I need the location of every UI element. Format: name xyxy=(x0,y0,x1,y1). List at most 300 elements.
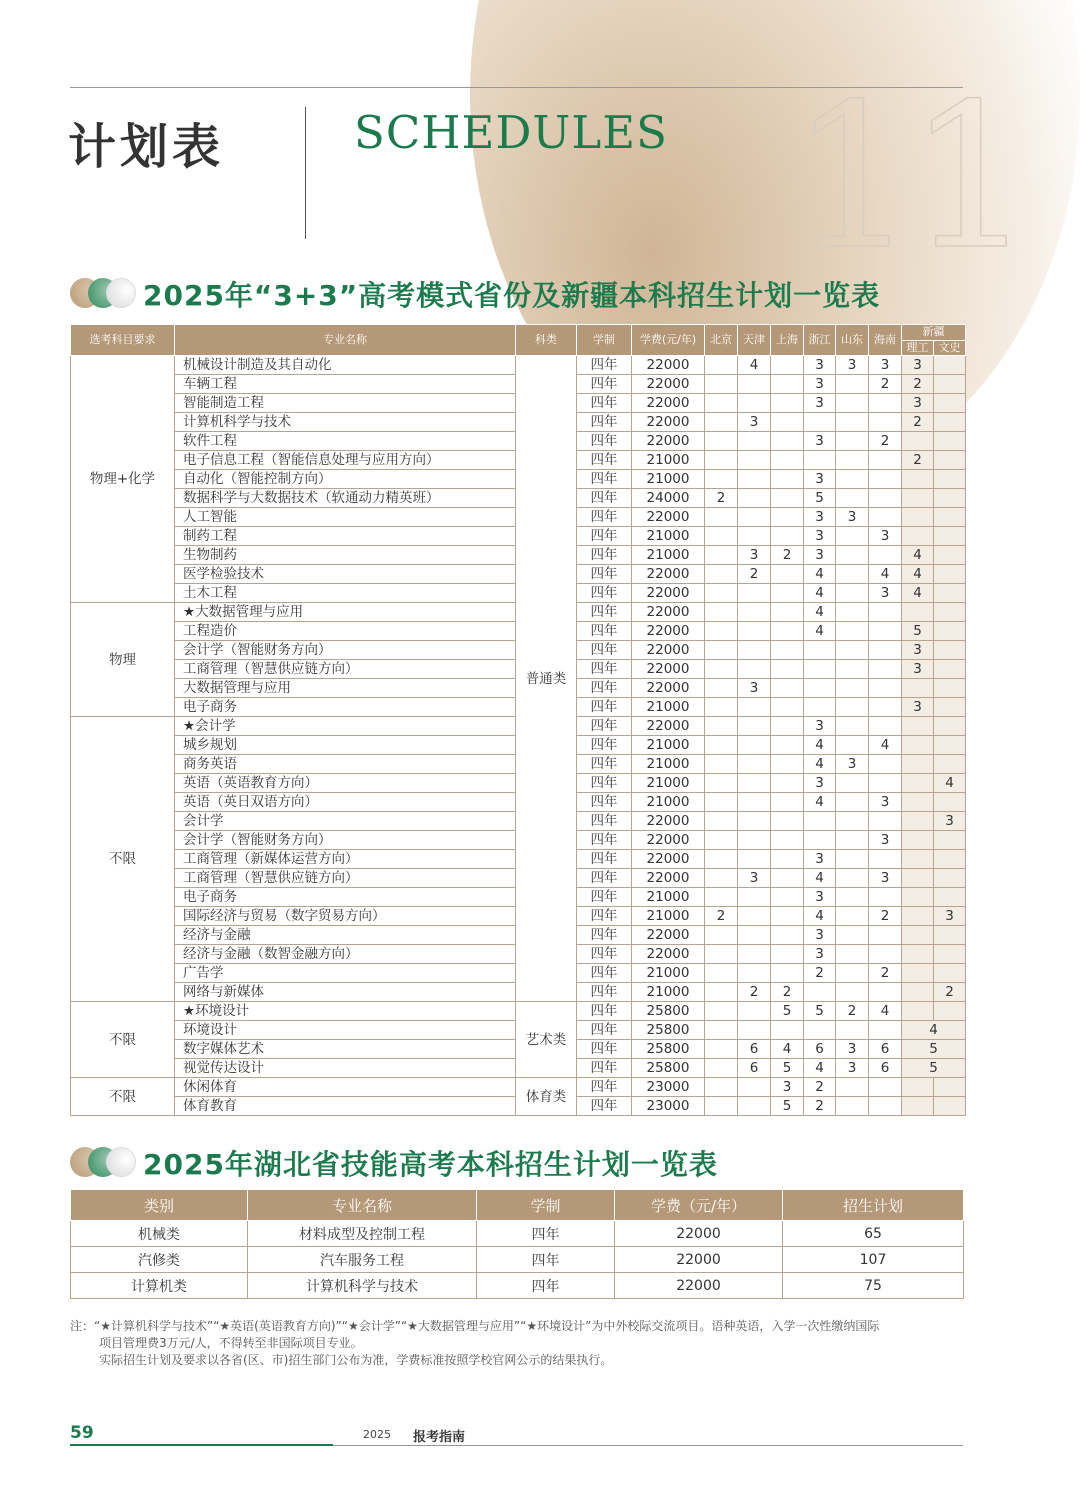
th-duration: 学制 xyxy=(577,325,632,356)
quota-xinjiang-sci-cell xyxy=(902,964,934,983)
quota-zhejiang-cell xyxy=(804,698,836,717)
quota-xinjiang-sci-cell xyxy=(902,850,934,869)
tuition-cell: 22000 xyxy=(632,584,705,603)
tuition-cell: 22000 xyxy=(632,432,705,451)
quota-shandong-cell xyxy=(836,641,869,660)
tuition-cell: 22000 xyxy=(632,717,705,736)
quota-xinjiang-arts-cell xyxy=(934,489,966,508)
quota-xinjiang-arts-cell xyxy=(934,698,966,717)
quota-tianjin-cell xyxy=(738,698,771,717)
duration-cell: 四年 xyxy=(577,1059,632,1078)
major-cell: 视觉传达设计 xyxy=(175,1059,516,1078)
quota-xinjiang-arts-cell xyxy=(934,717,966,736)
quota-beijing-cell xyxy=(705,869,738,888)
quota-xinjiang-arts-cell xyxy=(934,1078,966,1097)
quota-tianjin-cell: 3 xyxy=(738,869,771,888)
quota-shanghai-cell xyxy=(771,964,804,983)
quota-xinjiang-arts-cell xyxy=(934,679,966,698)
quota-tianjin-cell xyxy=(738,1021,771,1040)
quota-hainan-cell xyxy=(869,603,902,622)
subject-group-cell: 物理+化学 xyxy=(71,356,175,603)
quota-xinjiang-arts-cell: 3 xyxy=(934,907,966,926)
duration-cell: 四年 xyxy=(577,527,632,546)
quota-xinjiang-arts-cell xyxy=(934,926,966,945)
th-tianjin: 天津 xyxy=(738,325,771,356)
duration-cell: 四年 xyxy=(577,660,632,679)
tuition-cell: 22000 xyxy=(632,660,705,679)
quota-hainan-cell xyxy=(869,945,902,964)
quota-beijing-cell xyxy=(705,508,738,527)
th-xinjiang: 新疆 xyxy=(902,325,966,341)
quota-xinjiang-sci-cell xyxy=(902,527,934,546)
category-cell: 普通类 xyxy=(516,356,577,1002)
footnote xyxy=(70,1318,970,1369)
table-row xyxy=(71,1247,964,1273)
quota-shandong-cell xyxy=(836,1078,869,1097)
quota-shandong-cell xyxy=(836,774,869,793)
quota-hainan-cell xyxy=(869,394,902,413)
quota-hainan-cell xyxy=(869,888,902,907)
tuition-cell: 21000 xyxy=(632,793,705,812)
circles-icon xyxy=(70,1147,140,1179)
quota-shanghai-cell xyxy=(771,451,804,470)
duration-cell: 四年 xyxy=(577,508,632,527)
quota-xinjiang-sci-cell xyxy=(902,983,934,1002)
note-line-2: 项目管理费3万元/人，不得转至非国际项目专业。 xyxy=(99,1336,363,1350)
th2-major: 专业名称 xyxy=(248,1190,477,1221)
cell: 计算机类 xyxy=(71,1273,248,1299)
quota-shanghai-cell xyxy=(771,584,804,603)
quota-hainan-cell xyxy=(869,470,902,489)
quota-hainan-cell: 3 xyxy=(869,584,902,603)
quota-shandong-cell xyxy=(836,546,869,565)
major-cell: 电子商务 xyxy=(175,888,516,907)
quota-beijing-cell xyxy=(705,584,738,603)
quota-xinjiang-arts-cell xyxy=(934,964,966,983)
quota-xinjiang-cell: 4 xyxy=(902,1021,966,1040)
th2-plan: 招生计划 xyxy=(783,1190,964,1221)
quota-xinjiang-arts-cell xyxy=(934,831,966,850)
duration-cell: 四年 xyxy=(577,755,632,774)
duration-cell: 四年 xyxy=(577,945,632,964)
major-cell: 工商管理（新媒体运营方向） xyxy=(175,850,516,869)
quota-hainan-cell: 3 xyxy=(869,793,902,812)
quota-tianjin-cell xyxy=(738,508,771,527)
quota-xinjiang-arts-cell xyxy=(934,1097,966,1116)
quota-zhejiang-cell: 5 xyxy=(804,489,836,508)
th-zhejiang: 浙江 xyxy=(804,325,836,356)
quota-tianjin-cell xyxy=(738,603,771,622)
quota-zhejiang-cell: 4 xyxy=(804,869,836,888)
quota-hainan-cell xyxy=(869,622,902,641)
duration-cell: 四年 xyxy=(577,1002,632,1021)
major-cell: 国际经济与贸易（数字贸易方向） xyxy=(175,907,516,926)
quota-tianjin-cell: 6 xyxy=(738,1059,771,1078)
quota-shandong-cell xyxy=(836,869,869,888)
quota-zhejiang-cell: 3 xyxy=(804,527,836,546)
duration-cell: 四年 xyxy=(577,698,632,717)
quota-xinjiang-arts-cell xyxy=(934,565,966,584)
quota-tianjin-cell xyxy=(738,584,771,603)
quota-hainan-cell xyxy=(869,717,902,736)
duration-cell: 四年 xyxy=(577,793,632,812)
major-cell: 经济与金融 xyxy=(175,926,516,945)
quota-shandong-cell xyxy=(836,394,869,413)
quota-tianjin-cell xyxy=(738,660,771,679)
quota-hainan-cell xyxy=(869,1078,902,1097)
quota-hainan-cell: 2 xyxy=(869,375,902,394)
cell: 汽车服务工程 xyxy=(248,1247,477,1273)
quota-beijing-cell xyxy=(705,413,738,432)
quota-shandong-cell xyxy=(836,584,869,603)
quota-shanghai-cell xyxy=(771,717,804,736)
quota-beijing-cell xyxy=(705,679,738,698)
quota-shanghai-cell xyxy=(771,831,804,850)
quota-xinjiang-sci-cell xyxy=(902,1002,934,1021)
quota-hainan-cell xyxy=(869,983,902,1002)
cell: 22000 xyxy=(615,1247,783,1273)
quota-xinjiang-sci-cell: 3 xyxy=(902,394,934,413)
tuition-cell: 22000 xyxy=(632,641,705,660)
quota-shanghai-cell xyxy=(771,926,804,945)
quota-zhejiang-cell: 2 xyxy=(804,964,836,983)
th-beijing: 北京 xyxy=(705,325,738,356)
footer-guide: 报考指南 xyxy=(413,1430,466,1445)
quota-beijing-cell xyxy=(705,660,738,679)
th2-tuition: 学费（元/年） xyxy=(615,1190,783,1221)
quota-shanghai-cell: 5 xyxy=(771,1059,804,1078)
quota-zhejiang-cell: 3 xyxy=(804,888,836,907)
quota-xinjiang-arts-cell: 4 xyxy=(934,774,966,793)
quota-shanghai-cell xyxy=(771,869,804,888)
cell: 107 xyxy=(783,1247,964,1273)
quota-xinjiang-arts-cell xyxy=(934,736,966,755)
quota-tianjin-cell xyxy=(738,470,771,489)
quota-beijing-cell xyxy=(705,698,738,717)
duration-cell: 四年 xyxy=(577,546,632,565)
tuition-cell: 21000 xyxy=(632,964,705,983)
quota-shanghai-cell xyxy=(771,736,804,755)
major-cell: 生物制药 xyxy=(175,546,516,565)
quota-xinjiang-arts-cell xyxy=(934,451,966,470)
duration-cell: 四年 xyxy=(577,907,632,926)
quota-shanghai-cell xyxy=(771,812,804,831)
quota-zhejiang-cell: 5 xyxy=(804,1002,836,1021)
quota-shanghai-cell xyxy=(771,432,804,451)
quota-shandong-cell xyxy=(836,888,869,907)
quota-shandong-cell xyxy=(836,831,869,850)
tuition-cell: 22000 xyxy=(632,679,705,698)
quota-shandong-cell xyxy=(836,926,869,945)
tuition-cell: 22000 xyxy=(632,622,705,641)
quota-tianjin-cell xyxy=(738,489,771,508)
quota-xinjiang-arts-cell xyxy=(934,660,966,679)
duration-cell: 四年 xyxy=(577,679,632,698)
quota-zhejiang-cell: 2 xyxy=(804,1097,836,1116)
quota-tianjin-cell xyxy=(738,1078,771,1097)
quota-zhejiang-cell xyxy=(804,679,836,698)
major-cell: 网络与新媒体 xyxy=(175,983,516,1002)
quota-xinjiang-sci-cell: 2 xyxy=(902,451,934,470)
footer-accent-rule xyxy=(70,1444,333,1446)
quota-zhejiang-cell xyxy=(804,451,836,470)
tuition-cell: 21000 xyxy=(632,774,705,793)
duration-cell: 四年 xyxy=(577,394,632,413)
quota-beijing-cell xyxy=(705,983,738,1002)
quota-zhejiang-cell: 4 xyxy=(804,755,836,774)
quota-beijing-cell xyxy=(705,565,738,584)
quota-tianjin-cell xyxy=(738,945,771,964)
cell: 机械类 xyxy=(71,1221,248,1247)
duration-cell: 四年 xyxy=(577,964,632,983)
quota-hainan-cell: 3 xyxy=(869,356,902,375)
quota-tianjin-cell xyxy=(738,907,771,926)
quota-tianjin-cell xyxy=(738,812,771,831)
quota-shandong-cell: 2 xyxy=(836,1002,869,1021)
quota-beijing-cell: 2 xyxy=(705,489,738,508)
quota-beijing-cell xyxy=(705,812,738,831)
circles-icon xyxy=(70,278,140,310)
major-cell: 智能制造工程 xyxy=(175,394,516,413)
quota-xinjiang-sci-cell xyxy=(902,1097,934,1116)
quota-beijing-cell xyxy=(705,527,738,546)
tuition-cell: 22000 xyxy=(632,869,705,888)
quota-xinjiang-arts-cell xyxy=(934,622,966,641)
major-cell: 机械设计制造及其自动化 xyxy=(175,356,516,375)
quota-shanghai-cell xyxy=(771,698,804,717)
duration-cell: 四年 xyxy=(577,603,632,622)
cell: 22000 xyxy=(615,1273,783,1299)
tuition-cell: 25800 xyxy=(632,1059,705,1078)
quota-shandong-cell xyxy=(836,793,869,812)
quota-zhejiang-cell: 4 xyxy=(804,1059,836,1078)
quota-hainan-cell xyxy=(869,698,902,717)
duration-cell: 四年 xyxy=(577,1021,632,1040)
quota-tianjin-cell xyxy=(738,888,771,907)
quota-shandong-cell xyxy=(836,470,869,489)
quota-shandong-cell xyxy=(836,489,869,508)
quota-hainan-cell xyxy=(869,660,902,679)
quota-zhejiang-cell: 3 xyxy=(804,945,836,964)
quota-tianjin-cell xyxy=(738,622,771,641)
quota-beijing-cell xyxy=(705,850,738,869)
quota-tianjin-cell xyxy=(738,432,771,451)
quota-hainan-cell xyxy=(869,489,902,508)
tuition-cell: 23000 xyxy=(632,1097,705,1116)
cell: 材料成型及控制工程 xyxy=(248,1221,477,1247)
table-row xyxy=(71,356,966,375)
table2-title: 2025年湖北省技能高考本科招生计划一览表 xyxy=(143,1148,718,1181)
quota-shandong-cell xyxy=(836,717,869,736)
tuition-cell: 25800 xyxy=(632,1021,705,1040)
major-cell: 经济与金融（数智金融方向） xyxy=(175,945,516,964)
quota-xinjiang-arts-cell xyxy=(934,869,966,888)
quota-tianjin-cell xyxy=(738,1002,771,1021)
quota-shandong-cell: 3 xyxy=(836,1040,869,1059)
quota-zhejiang-cell xyxy=(804,1021,836,1040)
quota-xinjiang-sci-cell: 4 xyxy=(902,565,934,584)
quota-hainan-cell xyxy=(869,850,902,869)
major-cell: 自动化（智能控制方向） xyxy=(175,470,516,489)
quota-beijing-cell xyxy=(705,1097,738,1116)
quota-shanghai-cell: 3 xyxy=(771,1078,804,1097)
quota-hainan-cell: 6 xyxy=(869,1059,902,1078)
quota-zhejiang-cell: 4 xyxy=(804,565,836,584)
quota-tianjin-cell: 6 xyxy=(738,1040,771,1059)
quota-xinjiang-sci-cell: 4 xyxy=(902,546,934,565)
quota-tianjin-cell xyxy=(738,394,771,413)
quota-beijing-cell xyxy=(705,717,738,736)
quota-beijing-cell xyxy=(705,1059,738,1078)
quota-tianjin-cell xyxy=(738,755,771,774)
quota-shandong-cell xyxy=(836,565,869,584)
quota-xinjiang-sci-cell xyxy=(902,869,934,888)
quota-xinjiang-sci-cell: 4 xyxy=(902,584,934,603)
page-number: 59 xyxy=(70,1423,94,1443)
quota-shanghai-cell xyxy=(771,565,804,584)
quota-tianjin-cell xyxy=(738,527,771,546)
quota-xinjiang-sci-cell xyxy=(902,603,934,622)
quota-zhejiang-cell xyxy=(804,983,836,1002)
major-cell: 人工智能 xyxy=(175,508,516,527)
quota-beijing-cell xyxy=(705,375,738,394)
quota-xinjiang-arts-cell: 3 xyxy=(934,812,966,831)
duration-cell: 四年 xyxy=(577,926,632,945)
major-cell: ★大数据管理与应用 xyxy=(175,603,516,622)
cell: 四年 xyxy=(477,1247,615,1273)
major-cell: 体育教育 xyxy=(175,1097,516,1116)
quota-zhejiang-cell: 4 xyxy=(804,736,836,755)
quota-shanghai-cell xyxy=(771,527,804,546)
quota-shandong-cell: 3 xyxy=(836,508,869,527)
quota-beijing-cell xyxy=(705,546,738,565)
quota-hainan-cell: 2 xyxy=(869,432,902,451)
quota-hainan-cell xyxy=(869,812,902,831)
tuition-cell: 22000 xyxy=(632,603,705,622)
table-row xyxy=(71,1078,966,1097)
major-cell: 电子信息工程（智能信息处理与应用方向） xyxy=(175,451,516,470)
quota-zhejiang-cell: 3 xyxy=(804,850,836,869)
quota-hainan-cell: 6 xyxy=(869,1040,902,1059)
th2-type: 类别 xyxy=(71,1190,248,1221)
duration-cell: 四年 xyxy=(577,736,632,755)
quota-xinjiang-arts-cell xyxy=(934,888,966,907)
tuition-cell: 22000 xyxy=(632,850,705,869)
major-cell: 医学检验技术 xyxy=(175,565,516,584)
quota-beijing-cell xyxy=(705,1021,738,1040)
quota-beijing-cell xyxy=(705,831,738,850)
quota-tianjin-cell xyxy=(738,641,771,660)
quota-zhejiang-cell xyxy=(804,641,836,660)
tuition-cell: 21000 xyxy=(632,451,705,470)
quota-beijing-cell xyxy=(705,432,738,451)
tuition-cell: 23000 xyxy=(632,1078,705,1097)
major-cell: 车辆工程 xyxy=(175,375,516,394)
quota-shandong-cell xyxy=(836,413,869,432)
quota-hainan-cell xyxy=(869,774,902,793)
duration-cell: 四年 xyxy=(577,831,632,850)
quota-beijing-cell xyxy=(705,736,738,755)
quota-xinjiang-sci-cell xyxy=(902,679,934,698)
quota-shandong-cell xyxy=(836,964,869,983)
category-cell: 体育类 xyxy=(516,1078,577,1116)
th-category: 科类 xyxy=(516,325,577,356)
quota-xinjiang-arts-cell xyxy=(934,755,966,774)
quota-tianjin-cell xyxy=(738,850,771,869)
quota-xinjiang-sci-cell: 3 xyxy=(902,641,934,660)
quota-hainan-cell: 4 xyxy=(869,565,902,584)
quota-shanghai-cell xyxy=(771,470,804,489)
quota-shanghai-cell xyxy=(771,907,804,926)
quota-beijing-cell xyxy=(705,774,738,793)
quota-beijing-cell xyxy=(705,888,738,907)
quota-hainan-cell xyxy=(869,755,902,774)
quota-beijing-cell xyxy=(705,394,738,413)
quota-tianjin-cell: 4 xyxy=(738,356,771,375)
quota-xinjiang-sci-cell xyxy=(902,717,934,736)
quota-shandong-cell xyxy=(836,451,869,470)
quota-shandong-cell: 3 xyxy=(836,755,869,774)
quota-xinjiang-cell: 5 xyxy=(902,1040,966,1059)
quota-xinjiang-sci-cell: 2 xyxy=(902,375,934,394)
tuition-cell: 22000 xyxy=(632,356,705,375)
quota-shanghai-cell xyxy=(771,660,804,679)
th-xj-arts: 文史 xyxy=(934,341,966,356)
quota-shanghai-cell: 4 xyxy=(771,1040,804,1059)
quota-shanghai-cell xyxy=(771,1021,804,1040)
quota-zhejiang-cell: 3 xyxy=(804,470,836,489)
quota-zhejiang-cell: 4 xyxy=(804,793,836,812)
page-title-en: SCHEDULES xyxy=(354,106,668,159)
quota-tianjin-cell: 3 xyxy=(738,413,771,432)
plan-table-skills xyxy=(70,1189,964,1299)
tuition-cell: 22000 xyxy=(632,831,705,850)
tuition-cell: 24000 xyxy=(632,489,705,508)
quota-xinjiang-sci-cell xyxy=(902,1078,934,1097)
major-cell: 广告学 xyxy=(175,964,516,983)
major-cell: 大数据管理与应用 xyxy=(175,679,516,698)
tuition-cell: 22000 xyxy=(632,413,705,432)
quota-xinjiang-arts-cell xyxy=(934,413,966,432)
quota-hainan-cell xyxy=(869,413,902,432)
cell: 22000 xyxy=(615,1221,783,1247)
tuition-cell: 25800 xyxy=(632,1002,705,1021)
quota-tianjin-cell xyxy=(738,774,771,793)
major-cell: ★会计学 xyxy=(175,717,516,736)
major-cell: 英语（英语教育方向） xyxy=(175,774,516,793)
th2-duration: 学制 xyxy=(477,1190,615,1221)
quota-xinjiang-arts-cell xyxy=(934,850,966,869)
duration-cell: 四年 xyxy=(577,1040,632,1059)
quota-xinjiang-arts-cell xyxy=(934,508,966,527)
quota-shanghai-cell: 5 xyxy=(771,1097,804,1116)
duration-cell: 四年 xyxy=(577,622,632,641)
quota-beijing-cell xyxy=(705,641,738,660)
duration-cell: 四年 xyxy=(577,565,632,584)
major-cell: 土木工程 xyxy=(175,584,516,603)
cell: 65 xyxy=(783,1221,964,1247)
th-subject-req: 选考科目要求 xyxy=(71,325,175,356)
quota-shandong-cell xyxy=(836,603,869,622)
tuition-cell: 21000 xyxy=(632,888,705,907)
tuition-cell: 21000 xyxy=(632,546,705,565)
tuition-cell: 25800 xyxy=(632,1040,705,1059)
quota-xinjiang-arts-cell xyxy=(934,356,966,375)
quota-zhejiang-cell: 4 xyxy=(804,622,836,641)
quota-shandong-cell xyxy=(836,527,869,546)
quota-tianjin-cell: 3 xyxy=(738,546,771,565)
quota-tianjin-cell xyxy=(738,1097,771,1116)
